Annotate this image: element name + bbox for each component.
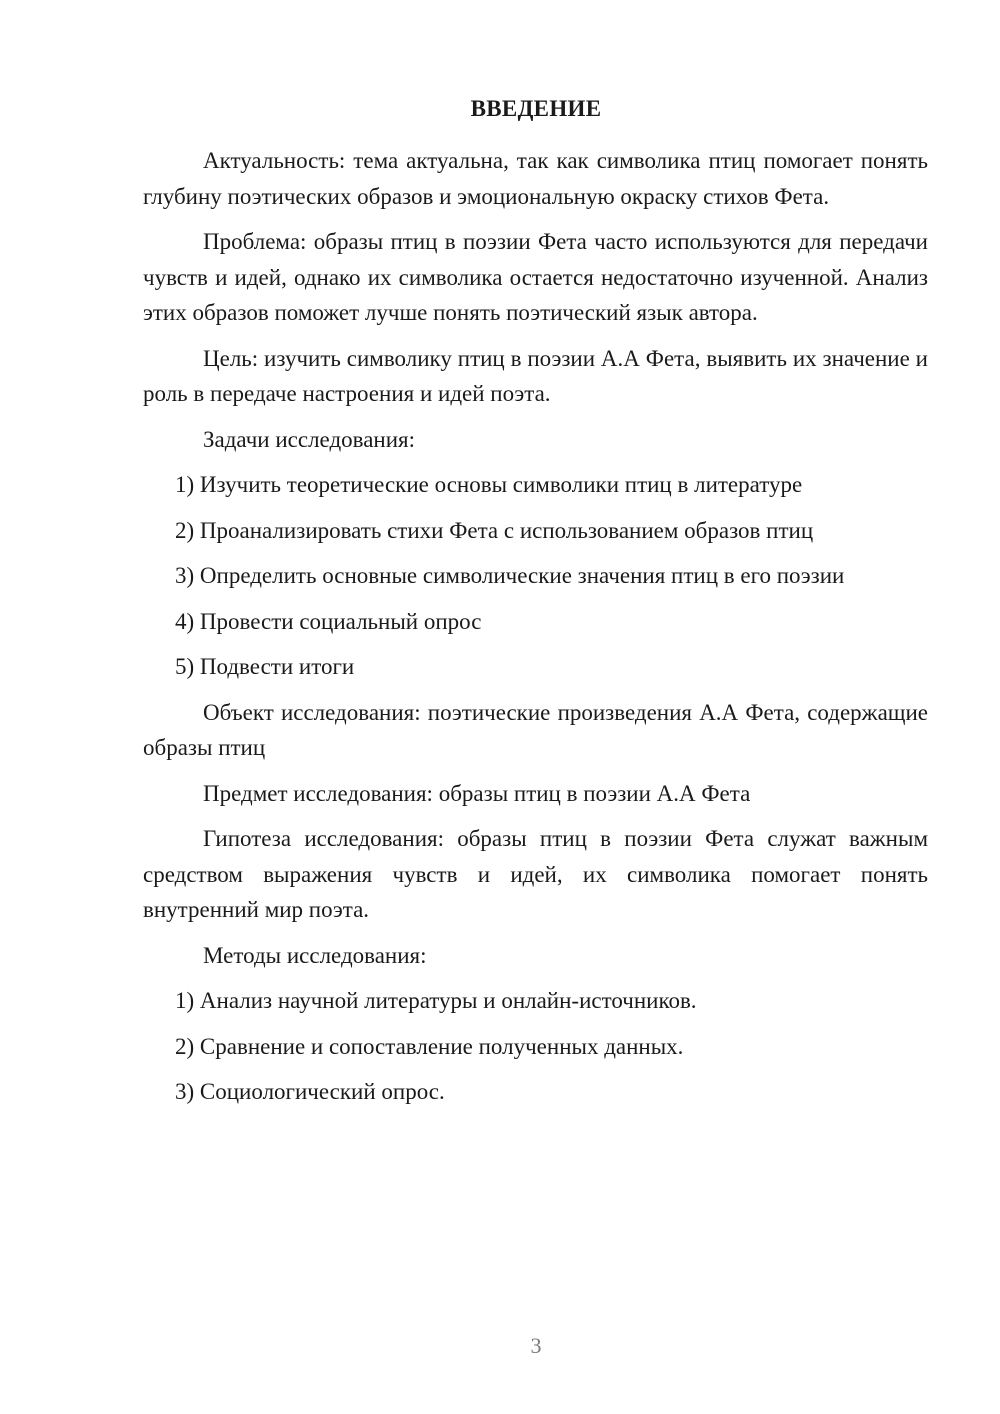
list-item: 2) Сравнение и сопоставление полученных данных. bbox=[175, 1033, 684, 1059]
paragraph-relevance: Актуальность: тема актуальна, так как символика птиц помогает понять глубину поэтических образов и эмоциональную окраску стихов Фета. bbox=[143, 148, 928, 209]
methods-list bbox=[143, 983, 928, 1110]
list-item: 1) Анализ научной литературы и онлайн-источников. bbox=[175, 988, 697, 1013]
list-item: 2) Проанализировать стихи Фета с использованием образов птиц bbox=[175, 517, 814, 543]
page-number: 3 bbox=[530, 1333, 542, 1358]
paragraph-subject: Предмет исследования: образы птиц в поэзии А.А Фета bbox=[203, 780, 751, 806]
paragraph-hypothesis: Гипотеза исследования: образы птиц в поэзии Фета служат важным средством выражения чувств и идей, их символика помогает понять внутренний мир поэта. bbox=[143, 826, 928, 922]
list-item: 5) Подвести итоги bbox=[175, 654, 355, 679]
tasks-heading: Задачи исследования: bbox=[203, 426, 416, 452]
document-body bbox=[143, 143, 928, 1120]
paragraph-goal: Цель: изучить символику птиц в поэзии А.А Фета, выявить их значение и роль в передаче настроения и идей поэта. bbox=[143, 345, 928, 406]
list-item: 3) Определить основные символические значения птиц в его поэзии bbox=[175, 563, 845, 588]
list-item: 4) Провести социальный опрос bbox=[175, 608, 482, 634]
tasks-list bbox=[143, 467, 928, 685]
list-item: 1) Изучить теоретические основы символики птиц в литературе bbox=[175, 472, 803, 497]
methods-heading: Методы исследования: bbox=[203, 942, 427, 968]
paragraph-object: Объект исследования: поэтические произведения А.А Фета, содержащие образы птиц bbox=[143, 699, 928, 760]
page-title: ВВЕДЕНИЕ bbox=[470, 96, 602, 121]
list-item: 3) Социологический опрос. bbox=[175, 1079, 445, 1104]
paragraph-problem: Проблема: образы птиц в поэзии Фета часто используются для передачи чувств и идей, однако их символика остается недостаточно изученной. Анализ этих образов поможет лучше понять поэтический язык автора. bbox=[143, 229, 928, 325]
